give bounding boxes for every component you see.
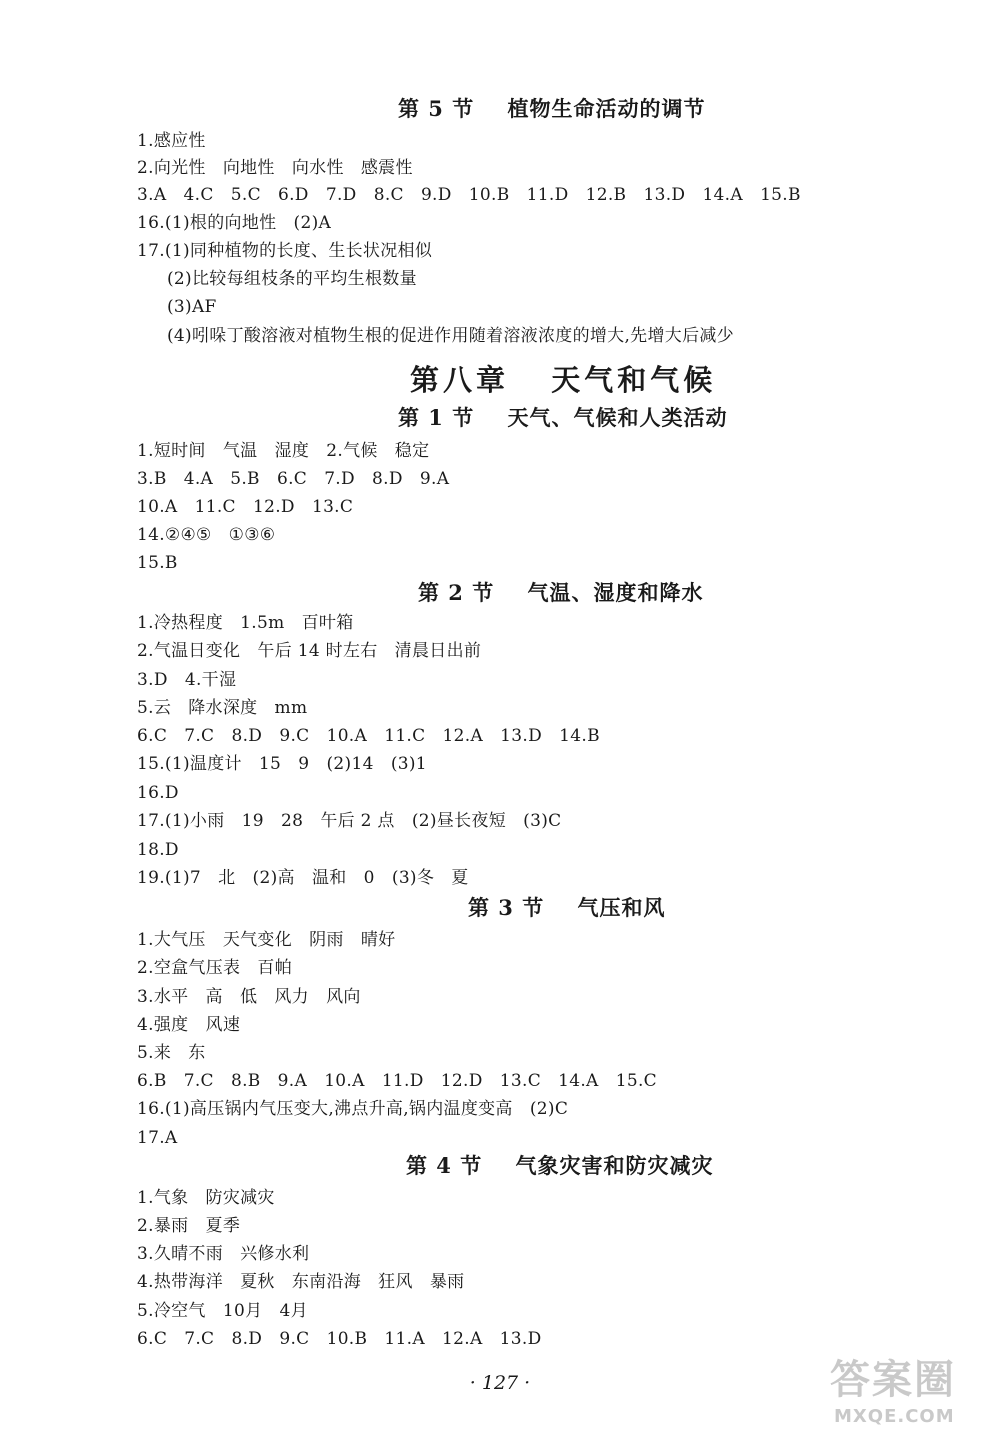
answer-line: 5.来 东 <box>137 1043 206 1063</box>
answer-line: 1.气象 防灾减灾 <box>137 1188 275 1208</box>
section-heading: 第 4 节 气象灾害和防灾减灾 <box>406 1153 714 1178</box>
answer-line: 2.气温日变化 午后 14 时左右 清晨日出前 <box>137 641 482 661</box>
section-heading: 第 5 节 植物生命活动的调节 <box>398 96 706 121</box>
watermark-url: MXQE.COM <box>834 1406 955 1427</box>
answer-line: 16.D <box>137 783 179 803</box>
answer-line: 16.(1)高压锅内气压变大,沸点升高,锅内温度变高 (2)C <box>137 1099 569 1119</box>
answer-subline: (2)比较每组枝条的平均生根数量 <box>167 269 417 289</box>
answer-line: 5.冷空气 10月 4月 <box>137 1301 308 1321</box>
answer-line: 3.A 4.C 5.C 6.D 7.D 8.C 9.D 10.B 11.D 12.B 13.D 14.A 15.B <box>137 185 801 205</box>
section-heading: 第 3 节 气压和风 <box>468 895 666 920</box>
watermark-text: 答案圈 <box>830 1357 956 1403</box>
answer-line: 6.C 7.C 8.D 9.C 10.A 11.C 12.A 13.D 14.B <box>137 726 600 746</box>
answer-line: 17.A <box>137 1128 178 1148</box>
answer-line: 3.D 4.干湿 <box>137 670 237 690</box>
page-number: · 127 · <box>469 1372 531 1394</box>
answer-line: 6.B 7.C 8.B 9.A 10.A 11.D 12.D 13.C 14.A 15.C <box>137 1071 657 1091</box>
answer-line: 17.(1)同种植物的长度、生长状况相似 <box>137 241 433 261</box>
answer-line: 3.久晴不雨 兴修水利 <box>137 1244 310 1264</box>
answer-line: 15.(1)温度计 15 9 (2)14 (3)1 <box>137 754 427 774</box>
answer-line: 4.热带海洋 夏秋 东南沿海 狂风 暴雨 <box>137 1272 465 1292</box>
answer-subline: (3)AF <box>167 297 217 317</box>
answer-line: 4.强度 风速 <box>137 1015 241 1035</box>
answer-line: 3.B 4.A 5.B 6.C 7.D 8.D 9.A <box>137 469 450 489</box>
answer-line: 3.水平 高 低 风力 风向 <box>137 987 361 1007</box>
answer-line: 16.(1)根的向地性 (2)A <box>137 213 332 233</box>
watermark-logo <box>820 1348 990 1434</box>
answer-subline: (4)吲哚丁酸溶液对植物生根的促进作用随着溶液浓度的增大,先增大后减少 <box>167 326 734 346</box>
answer-line: 1.感应性 <box>137 131 206 151</box>
answer-line: 2.空盒气压表 百帕 <box>137 958 293 978</box>
answer-line: 14.②④⑤ ①③⑥ <box>137 525 276 545</box>
answer-line: 6.C 7.C 8.D 9.C 10.B 11.A 12.A 13.D <box>137 1329 542 1349</box>
answer-line: 1.大气压 天气变化 阴雨 晴好 <box>137 930 396 950</box>
answer-line: 15.B <box>137 553 178 573</box>
section-heading: 第 1 节 天气、气候和人类活动 <box>398 405 728 430</box>
answer-line: 18.D <box>137 840 179 860</box>
section-heading: 第 2 节 气温、湿度和降水 <box>418 580 704 605</box>
answer-line: 10.A 11.C 12.D 13.C <box>137 497 354 517</box>
answer-line: 17.(1)小雨 19 28 午后 2 点 (2)昼长夜短 (3)C <box>137 811 562 831</box>
answer-line: 19.(1)7 北 (2)高 温和 0 (3)冬 夏 <box>137 868 469 888</box>
answer-line: 5.云 降水深度 mm <box>137 698 308 718</box>
answer-line: 2.向光性 向地性 向水性 感震性 <box>137 158 413 178</box>
answer-line: 2.暴雨 夏季 <box>137 1216 241 1236</box>
answer-line: 1.短时间 气温 湿度 2.气候 稳定 <box>137 441 430 461</box>
answer-line: 1.冷热程度 1.5m 百叶箱 <box>137 613 354 633</box>
chapter-heading: 第八章 天气和气候 <box>410 363 717 397</box>
